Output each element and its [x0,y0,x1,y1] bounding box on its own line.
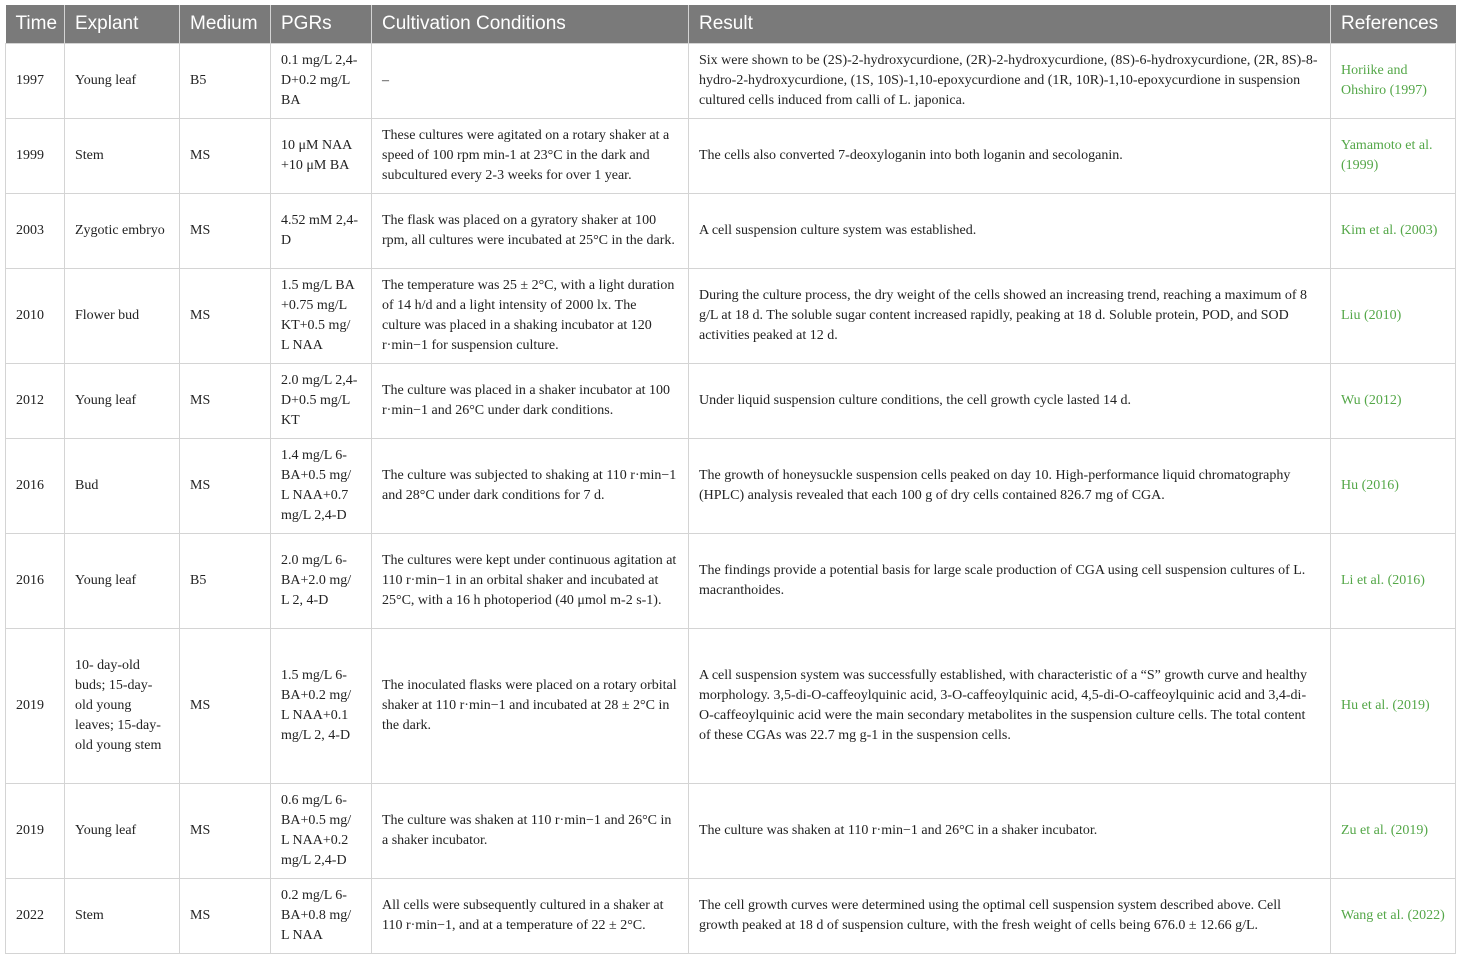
header-conditions: Cultivation Conditions [372,5,689,44]
table-row [6,879,1456,954]
cell-medium: MS [180,364,271,439]
cell-result: The cell growth curves were determined using the optimal cell suspension system described above. Cell growth peaked at 18 d of suspension culture, with the fresh weight of cells being 676.0 ± 12.66 g/L. [689,879,1331,954]
cell-pgrs: 2.0 mg/L 2,4-D+0.5 mg/L KT [271,364,372,439]
reference-link[interactable]: Horiike and Ohshiro (1997) [1331,44,1456,119]
reference-link[interactable]: Liu (2010) [1331,269,1456,364]
cell-pgrs: 10 μM NAA +10 μM BA [271,119,372,194]
header-pgrs: PGRs [271,5,372,44]
table-row [6,439,1456,534]
cell-time: 2010 [6,269,65,364]
cell-result: The growth of honeysuckle suspension cells peaked on day 10. High-performance liquid chromatography (HPLC) analysis revealed that each 100 g of dry cells contained 826.7 mg of CGA. [689,439,1331,534]
cell-conditions: The culture was shaken at 110 r·min−1 and 26°C in a shaker incubator. [372,784,689,879]
cell-conditions: The flask was placed on a gyratory shaker at 100 rpm, all cultures were incubated at 25°C in the dark. [372,194,689,269]
cell-pgrs: 1.4 mg/L 6-BA+0.5 mg/ L NAA+0.7 mg/L 2,4-D [271,439,372,534]
cell-explant: Young leaf [65,784,180,879]
table-row [6,194,1456,269]
cell-medium: MS [180,194,271,269]
cell-explant: Zygotic embryo [65,194,180,269]
cell-time: 1999 [6,119,65,194]
cell-explant: Stem [65,119,180,194]
cell-result: During the culture process, the dry weight of the cells showed an increasing trend, reaching a maximum of 8 g/L at 18 d. The soluble sugar content increased rapidly, peaking at 18 d. Soluble protein, POD, and SOD activities peaked at 12 d. [689,269,1331,364]
header-result: Result [689,5,1331,44]
cell-time: 2019 [6,629,65,784]
cell-explant: 10- day-old buds; 15-day-old young leaves; 15-day-old young stem [65,629,180,784]
cell-explant: Young leaf [65,44,180,119]
cell-time: 2003 [6,194,65,269]
reference-link[interactable]: Yamamoto et al. (1999) [1331,119,1456,194]
cell-pgrs: 0.6 mg/L 6-BA+0.5 mg/ L NAA+0.2 mg/L 2,4-D [271,784,372,879]
cell-time: 2012 [6,364,65,439]
cell-result: Six were shown to be (2S)-2-hydroxycurdione, (2R)-2-hydroxycurdione, (8S)-6-hydroxycurdione, (2R, 8S)-8-hydro-2-hydroxycurdione, (1S, 10S)-1,10-epoxycurdione and (1R, 10R)-1,10-epoxycurdione in suspension cultured cells induced from calli of L. japonica. [689,44,1331,119]
header-explant: Explant [65,5,180,44]
cell-time: 2016 [6,439,65,534]
cell-medium: MS [180,629,271,784]
cell-pgrs: 1.5 mg/L BA +0.75 mg/L KT+0.5 mg/ L NAA [271,269,372,364]
cell-time: 2019 [6,784,65,879]
cell-conditions: The inoculated flasks were placed on a rotary orbital shaker at 110 r·min−1 and incubated at 28 ± 2°C in the dark. [372,629,689,784]
cell-pgrs: 0.1 mg/L 2,4-D+0.2 mg/L BA [271,44,372,119]
cell-result: A cell suspension system was successfully established, with characteristic of a “S” growth curve and healthy morphology. 3,5-di-O-caffeoylquinic acid, 3-O-caffeoylquinic acid, 4,5-di-O-caffeoylquinic acid and 3,4-di-O-caffeoylquinic acid were the main secondary metabolites in the suspension culture cells. The total content of these CGAs was 22.7 mg g-1 in the suspension cells. [689,629,1331,784]
cell-conditions: – [372,44,689,119]
cell-time: 1997 [6,44,65,119]
cell-explant: Flower bud [65,269,180,364]
cell-pgrs: 2.0 mg/L 6-BA+2.0 mg/ L 2, 4-D [271,534,372,629]
cell-explant: Stem [65,879,180,954]
cell-conditions: These cultures were agitated on a rotary shaker at a speed of 100 rpm min-1 at 23°C in the dark and subcultured every 2-3 weeks for over 1 year. [372,119,689,194]
cell-result: Under liquid suspension culture conditions, the cell growth cycle lasted 14 d. [689,364,1331,439]
table-row [6,784,1456,879]
header-references: References [1331,5,1456,44]
cell-time: 2022 [6,879,65,954]
table-row [6,534,1456,629]
table-row [6,44,1456,119]
cell-medium: B5 [180,44,271,119]
reference-link[interactable]: Wu (2012) [1331,364,1456,439]
cell-medium: MS [180,119,271,194]
cell-explant: Young leaf [65,534,180,629]
table-row [6,269,1456,364]
header-time: Time [6,5,65,44]
table-row [6,629,1456,784]
cultivation-table [5,5,1456,954]
reference-link[interactable]: Zu et al. (2019) [1331,784,1456,879]
cell-conditions: The cultures were kept under continuous agitation at 110 r·min−1 in an orbital shaker and incubated at 25°C, with a 16 h photoperiod (40 μmol m-2 s-1). [372,534,689,629]
cell-conditions: The temperature was 25 ± 2°C, with a light duration of 14 h/d and a light intensity of 2000 lx. The culture was placed in a shaking incubator at 120 r·min−1 for suspension culture. [372,269,689,364]
cell-pgrs: 0.2 mg/L 6-BA+0.8 mg/ L NAA [271,879,372,954]
cell-pgrs: 4.52 mM 2,4-D [271,194,372,269]
cell-medium: MS [180,269,271,364]
cell-result: The findings provide a potential basis for large scale production of CGA using cell suspension cultures of L. macranthoides. [689,534,1331,629]
cell-medium: B5 [180,534,271,629]
cell-conditions: All cells were subsequently cultured in a shaker at 110 r·min−1, and at a temperature of 22 ± 2°C. [372,879,689,954]
reference-link[interactable]: Kim et al. (2003) [1331,194,1456,269]
cell-conditions: The culture was placed in a shaker incubator at 100 r·min−1 and 26°C under dark conditions. [372,364,689,439]
table-row [6,119,1456,194]
cell-explant: Bud [65,439,180,534]
cell-medium: MS [180,439,271,534]
cell-explant: Young leaf [65,364,180,439]
header-row [6,5,1456,44]
cell-result: A cell suspension culture system was established. [689,194,1331,269]
cell-medium: MS [180,879,271,954]
cell-result: The culture was shaken at 110 r·min−1 and 26°C in a shaker incubator. [689,784,1331,879]
reference-link[interactable]: Li et al. (2016) [1331,534,1456,629]
reference-link[interactable]: Hu et al. (2019) [1331,629,1456,784]
cell-conditions: The culture was subjected to shaking at 110 r·min−1 and 28°C under dark conditions for 7 d. [372,439,689,534]
cell-result: The cells also converted 7-deoxyloganin into both loganin and secologanin. [689,119,1331,194]
table-row [6,364,1456,439]
reference-link[interactable]: Hu (2016) [1331,439,1456,534]
cell-medium: MS [180,784,271,879]
reference-link[interactable]: Wang et al. (2022) [1331,879,1456,954]
header-medium: Medium [180,5,271,44]
cell-time: 2016 [6,534,65,629]
cell-pgrs: 1.5 mg/L 6-BA+0.2 mg/ L NAA+0.1 mg/L 2, 4-D [271,629,372,784]
